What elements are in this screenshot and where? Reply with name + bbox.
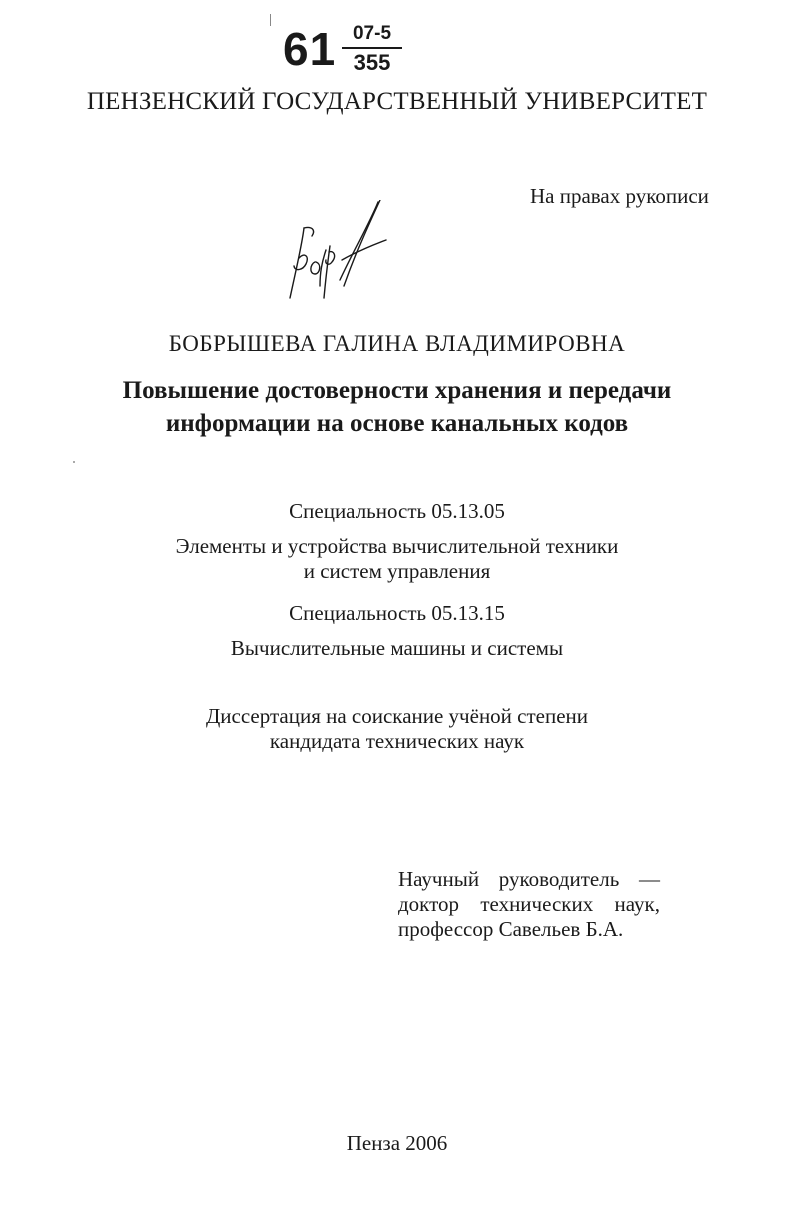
scan-mark bbox=[270, 14, 271, 26]
degree-statement bbox=[0, 704, 794, 754]
title-line-1: Повышение достоверности хранения и передачи bbox=[122, 377, 672, 404]
supervisor-line-3: профессор Савельев Б.А. bbox=[398, 917, 624, 941]
specialty-2 bbox=[0, 601, 794, 661]
title-line-2: информации на основе канальных кодов bbox=[165, 410, 629, 437]
author-signature bbox=[282, 200, 392, 312]
supervisor-line-1: Научный руководитель — bbox=[398, 867, 660, 891]
degree-line-2: кандидата технических наук bbox=[269, 729, 525, 753]
scan-dot bbox=[73, 461, 75, 463]
supervisor-line-2: доктор технических наук, bbox=[398, 892, 660, 916]
degree-line-1: Диссертация на соискание учёной степени bbox=[205, 704, 589, 728]
specialty-1-label: Специальность 05.13.05 bbox=[289, 499, 505, 523]
fraction-line bbox=[342, 47, 402, 49]
university-name: ПЕНЗЕНСКИЙ ГОСУДАРСТВЕННЫЙ УНИВЕРСИТЕТ bbox=[86, 88, 708, 115]
library-code-fraction bbox=[342, 22, 402, 76]
specialty-2-label: Специальность 05.13.15 bbox=[289, 601, 505, 625]
library-code-denominator: 355 bbox=[353, 50, 391, 75]
scientific-supervisor bbox=[398, 867, 660, 942]
specialty-1-name-line-2: и систем управления bbox=[303, 559, 491, 583]
dissertation-title bbox=[0, 374, 794, 440]
specialty-1 bbox=[0, 499, 794, 584]
city-year: Пенза 2006 bbox=[346, 1131, 448, 1155]
author-name: БОБРЫШЕВА ГАЛИНА ВЛАДИМИРОВНА bbox=[168, 331, 626, 356]
library-code-main: 61 bbox=[283, 23, 337, 75]
specialty-1-name-line-1: Элементы и устройства вычислительной техники bbox=[175, 534, 619, 558]
manuscript-note: На правах рукописи bbox=[530, 184, 709, 208]
specialty-2-name-line-1: Вычислительные машины и системы bbox=[230, 636, 564, 660]
library-code-numerator: 07-5 bbox=[352, 23, 392, 44]
